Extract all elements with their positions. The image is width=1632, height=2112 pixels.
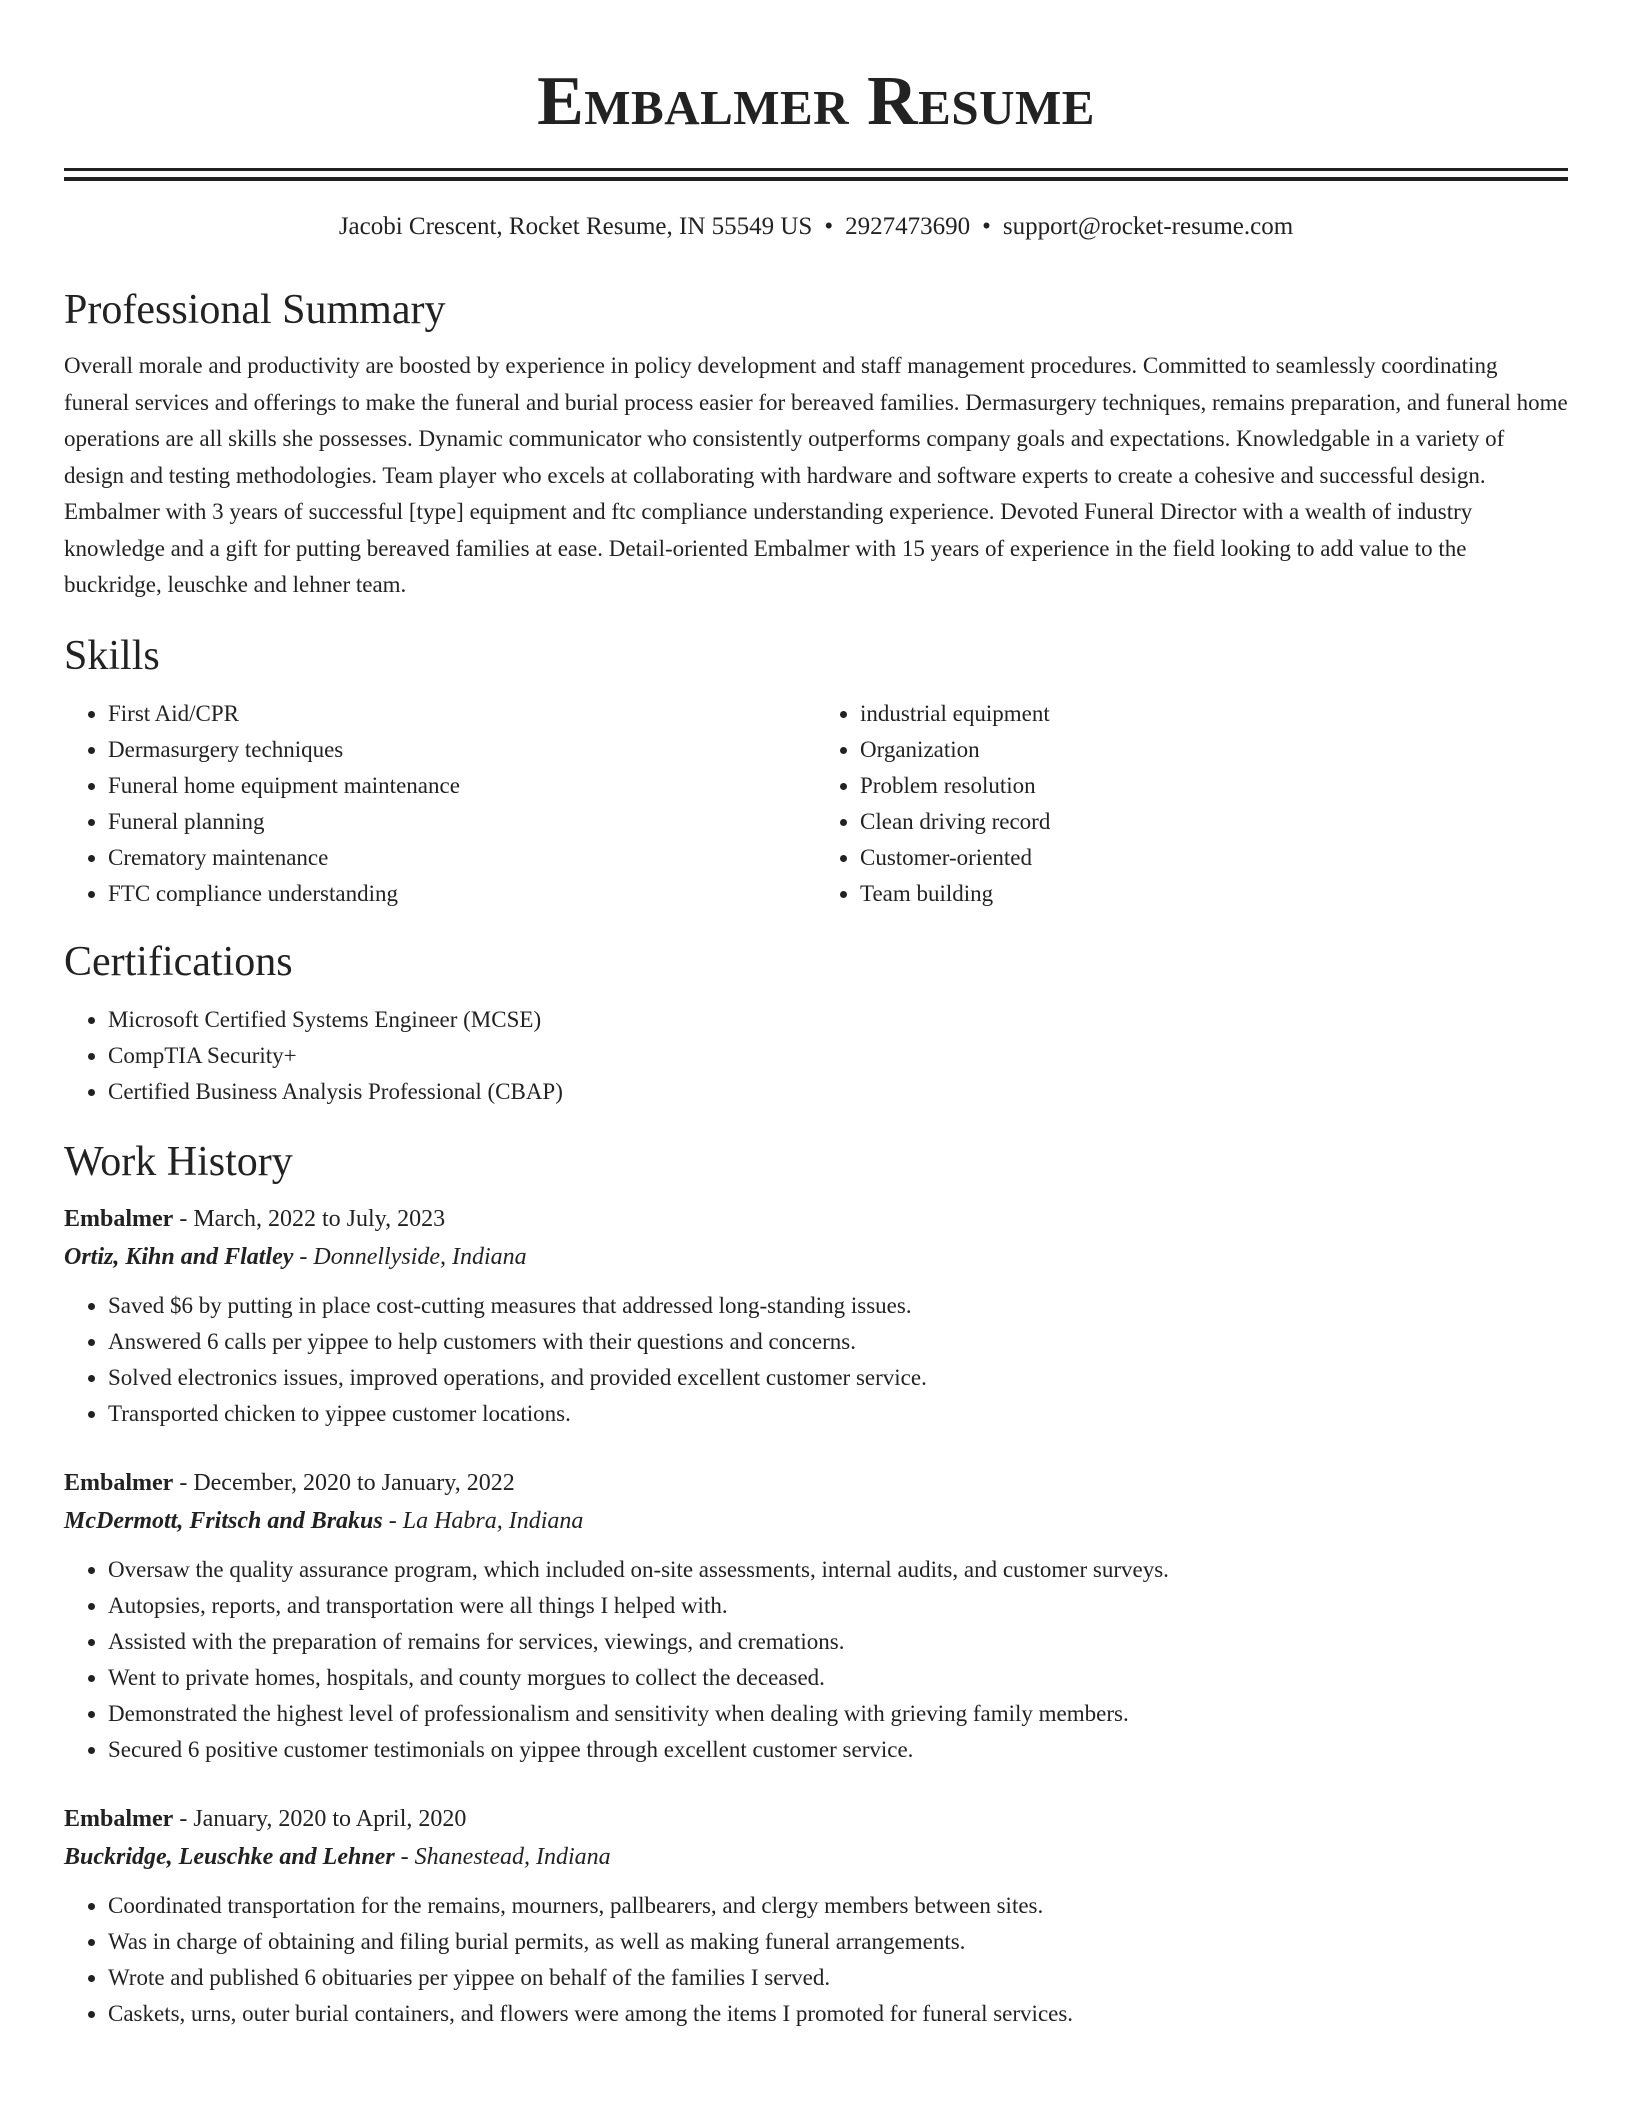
job-entry — [64, 1464, 1568, 1768]
job-dates: March, 2022 to July, 2023 — [193, 1205, 446, 1232]
certification-item: • Certified Business Analysis Professional (CBAP) — [108, 1074, 1568, 1110]
summary-heading: Professional Summary — [64, 287, 446, 333]
job-employer-line — [64, 1238, 1568, 1276]
job-bullet: • Demonstrated the highest level of professionalism and sensitivity when dealing with grieving family members. — [108, 1696, 1568, 1732]
summary-section — [64, 284, 1568, 604]
job-bullet: • Assisted with the preparation of remains for services, viewings, and cremations. — [108, 1624, 1568, 1660]
job-title-line — [64, 1800, 1568, 1838]
certifications-section — [64, 936, 1568, 1110]
job-bullet: • Oversaw the quality assurance program, which included on-site assessments, internal audits, and customer surveys. — [108, 1552, 1568, 1588]
job-bullet: • Wrote and published 6 obituaries per yippee on behalf of the families I served. — [108, 1960, 1568, 1996]
skill-item: • First Aid/CPR — [108, 696, 816, 732]
job-employer-line — [64, 1502, 1568, 1540]
job-bullet-list — [64, 1288, 1568, 1432]
job-company: Buckridge, Leuschke and Lehner — [64, 1843, 395, 1870]
job-company: Ortiz, Kihn and Flatley — [64, 1243, 294, 1270]
job-dash: - — [173, 1469, 194, 1496]
skills-list-left — [64, 696, 816, 912]
job-role: Embalmer — [64, 1469, 174, 1496]
job-location: La Habra, Indiana — [402, 1507, 584, 1534]
contact-phone: 2927473690 — [845, 213, 971, 240]
job-bullet: • Secured 6 positive customer testimonials on yippee through excellent customer service. — [108, 1732, 1568, 1768]
title-divider-top — [64, 168, 1568, 171]
skill-item: • Funeral planning — [108, 804, 816, 840]
job-entry — [64, 1800, 1568, 2032]
contact-line — [64, 212, 1568, 242]
job-location: Donnellyside, Indiana — [313, 1243, 527, 1270]
job-entry — [64, 1200, 1568, 1432]
skill-item: • Dermasurgery techniques — [108, 732, 816, 768]
skills-heading: Skills — [64, 632, 160, 679]
skills-section — [64, 630, 1568, 912]
job-location: Shanestead, Indiana — [414, 1843, 611, 1870]
job-dates: December, 2020 to January, 2022 — [193, 1469, 515, 1496]
skill-item: • Crematory maintenance — [108, 840, 816, 876]
skill-item: • Funeral home equipment maintenance — [108, 768, 816, 804]
job-role: Embalmer — [64, 1805, 174, 1832]
work-history-section — [64, 1136, 1568, 2032]
certification-item: • Microsoft Certified Systems Engineer (MCSE) — [108, 1002, 1568, 1038]
job-dash: - — [173, 1205, 194, 1232]
job-bullet: • Coordinated transportation for the remains, mourners, pallbearers, and clergy members between sites. — [108, 1888, 1568, 1924]
job-dash: - — [293, 1243, 314, 1270]
job-dash: - — [382, 1507, 403, 1534]
job-bullet: • Transported chicken to yippee customer locations. — [108, 1396, 1568, 1432]
job-bullet: • Went to private homes, hospitals, and county morgues to collect the deceased. — [108, 1660, 1568, 1696]
contact-email: support@rocket-resume.com — [1002, 213, 1294, 240]
contact-separator: • — [824, 213, 834, 240]
job-bullet: • Autopsies, reports, and transportation were all things I helped with. — [108, 1588, 1568, 1624]
skill-item: • Problem resolution — [860, 768, 1568, 804]
job-bullet: • Saved $6 by putting in place cost-cutting measures that addressed long-standing issues. — [108, 1288, 1568, 1324]
skill-item: • Clean driving record — [860, 804, 1568, 840]
skills-columns — [64, 696, 1568, 912]
certifications-heading: Certifications — [64, 938, 293, 985]
skills-list-right — [816, 696, 1568, 912]
skill-item: • Team building — [860, 876, 1568, 912]
resume-title: Embalmer Resume — [537, 63, 1095, 140]
certifications-list — [64, 1002, 1568, 1110]
job-bullet: • Solved electronics issues, improved operations, and provided excellent customer service. — [108, 1360, 1568, 1396]
skill-item: • Customer-oriented — [860, 840, 1568, 876]
job-title-line — [64, 1200, 1568, 1238]
skill-item: • FTC compliance understanding — [108, 876, 816, 912]
skill-item: • industrial equipment — [860, 696, 1568, 732]
certification-item: • CompTIA Security+ — [108, 1038, 1568, 1074]
job-company: McDermott, Fritsch and Brakus — [64, 1507, 383, 1534]
summary-text: Overall morale and productivity are boosted by experience in policy development and staff management procedures. Committed to seamlessly coordinating funeral services and offerings to make the funeral and burial process easier for bereaved families. Dermasurgery techniques, remains preparation, and funeral home operations are all skills she possesses. Dynamic communicator who consistently outperforms company goals and expectations. Knowledgable in a variety of design and testing methodologies. Team player who excels at collaborating with hardware and software experts to create a cohesive and successful design. Embalmer with 3 years of successful [type] equipment and ftc compliance understanding experience. Devoted Funeral Director with a wealth of industry knowledge and a gift for putting bereaved families at ease. Detail-oriented Embalmer with 15 years of experience in the field looking to add value to the buckridge, leuschke and lehner team. — [64, 353, 1568, 597]
job-dash: - — [173, 1805, 194, 1832]
resume-page — [64, 0, 1568, 2032]
job-bullet: • Caskets, urns, outer burial containers, and flowers were among the items I promoted for funeral services. — [108, 1996, 1568, 2032]
skill-item: • Organization — [860, 732, 1568, 768]
job-dates: January, 2020 to April, 2020 — [193, 1805, 467, 1832]
contact-address: Jacobi Crescent, Rocket Resume, IN 55549 US — [338, 213, 813, 240]
title-divider-bottom — [64, 177, 1568, 181]
work-history-heading: Work History — [64, 1138, 293, 1185]
job-bullet-list — [64, 1888, 1568, 2032]
job-title-line — [64, 1464, 1568, 1502]
job-role: Embalmer — [64, 1205, 174, 1232]
job-employer-line — [64, 1838, 1568, 1876]
job-bullet-list — [64, 1552, 1568, 1768]
job-bullet: • Answered 6 calls per yippee to help customers with their questions and concerns. — [108, 1324, 1568, 1360]
job-dash: - — [394, 1843, 415, 1870]
contact-separator: • — [982, 213, 991, 240]
job-bullet: • Was in charge of obtaining and filing burial permits, as well as making funeral arrangements. — [108, 1924, 1568, 1960]
